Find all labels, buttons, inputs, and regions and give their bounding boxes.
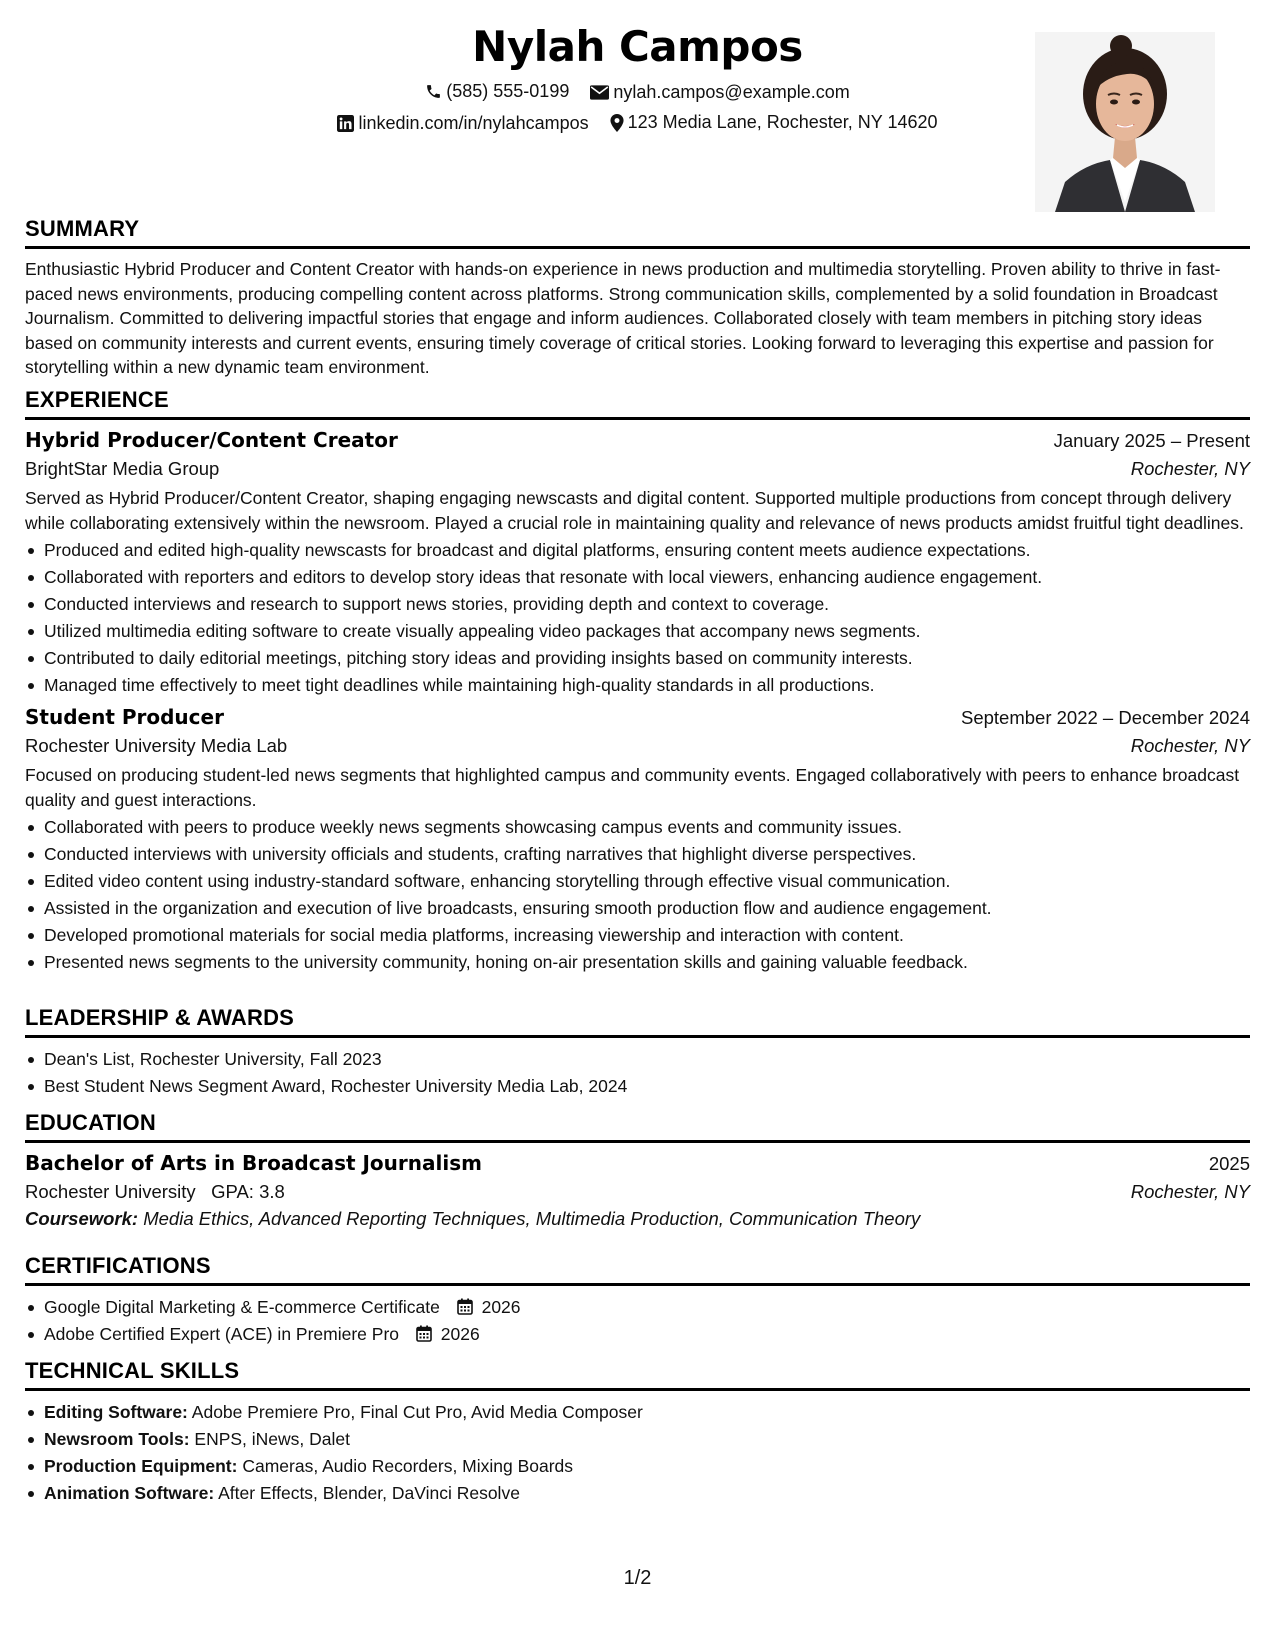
job-company: Rochester University Media Lab (25, 735, 288, 756)
list-item: Best Student News Segment Award, Rochester University Media Lab, 2024 (25, 1073, 1250, 1100)
skill-label: Production Equipment: (44, 1456, 238, 1476)
job-description: Served as Hybrid Producer/Content Creator, shaping engaging newscasts and digital content. Supported multiple productions from concept through delivery while collaborating extensively within the newsroom. Played a crucial role in maintaining quality and relevance of news products amidst fruitful tight deadlines. (25, 488, 1244, 533)
cert-year: 2026 (481, 1297, 521, 1317)
list-item: Developed promotional materials for social media platforms, increasing viewership and interaction with content. (25, 922, 1250, 949)
contact-email[interactable] (590, 82, 849, 103)
list-item: Conducted interviews with university officials and students, crafting narratives that highlight diverse perspectives. (25, 841, 1250, 868)
skills-list (25, 1399, 1250, 1507)
list-item: Produced and edited high-quality newscasts for broadcast and digital platforms, ensuring content meets audience expectations. (25, 537, 1250, 564)
list-item (25, 1480, 1250, 1507)
skill-value: Adobe Premiere Pro, Final Cut Pro, Avid Media Composer (191, 1402, 643, 1422)
job-dates: January 2025 – Present (1053, 430, 1250, 451)
list-item: Assisted in the organization and execution of live broadcasts, ensuring smooth production flow and audience engagement. (25, 895, 1250, 922)
cert-name: Adobe Certified Expert (ACE) in Premiere Pro (44, 1324, 399, 1344)
list-item: Utilized multimedia editing software to create visually appealing video packages that accompany news segments. (25, 618, 1250, 645)
address-text: 123 Media Lane, Rochester, NY 14620 (627, 112, 938, 132)
list-item: Contributed to daily editorial meetings, pitching story ideas and providing insights based on community interests. (25, 645, 1250, 672)
graduation-year: 2025 (1208, 1153, 1250, 1174)
phone-icon (425, 83, 442, 100)
job-company: BrightStar Media Group (25, 458, 220, 479)
coursework-text: Media Ethics, Advanced Reporting Techniques, Multimedia Production, Communication Theory (143, 1208, 921, 1229)
section-title-skills: TECHNICAL SKILLS (25, 1358, 1250, 1391)
gpa: GPA: 3.8 (211, 1181, 285, 1202)
skill-label: Animation Software: (44, 1483, 215, 1503)
list-item (25, 1294, 1250, 1321)
profile-photo (1035, 32, 1215, 212)
job-dates: September 2022 – December 2024 (961, 707, 1250, 728)
skill-label: Newsroom Tools: (44, 1429, 190, 1449)
skill-value: ENPS, iNews, Dalet (194, 1429, 351, 1449)
contact-phone[interactable] (425, 81, 569, 102)
map-pin-icon (610, 114, 624, 132)
coursework-line (25, 1208, 1250, 1230)
contact-linkedin[interactable] (337, 113, 588, 134)
list-item: Presented news segments to the university community, honing on-air presentation skills and gaining valuable feedback. (25, 949, 1250, 976)
email-text: nylah.campos@example.com (613, 82, 850, 102)
job-entry (25, 428, 1250, 699)
experience-section (25, 387, 1250, 976)
contact-address (610, 112, 938, 133)
list-item (25, 1321, 1250, 1348)
list-item (25, 1453, 1250, 1480)
skill-label: Editing Software: (44, 1402, 188, 1422)
summary-section (25, 216, 1250, 380)
skill-value: Cameras, Audio Recorders, Mixing Boards (242, 1456, 574, 1476)
envelope-icon (590, 85, 609, 100)
skills-section (25, 1358, 1250, 1507)
certifications-section (25, 1253, 1250, 1348)
job-title: Student Producer (25, 705, 224, 729)
awards-list (25, 1046, 1250, 1100)
list-item: Conducted interviews and research to support news stories, providing depth and context to coverage. (25, 591, 1250, 618)
leadership-section (25, 1005, 1250, 1100)
section-title-leadership: LEADERSHIP & AWARDS (25, 1005, 1250, 1038)
school-line (25, 1181, 285, 1203)
section-title-experience: EXPERIENCE (25, 387, 1250, 420)
job-bullets (25, 537, 1250, 699)
linkedin-text: linkedin.com/in/nylahcampos (358, 112, 589, 133)
school-name: Rochester University (25, 1181, 196, 1202)
job-bullets (25, 814, 1250, 976)
coursework-label: Coursework: (25, 1208, 139, 1229)
skill-value: After Effects, Blender, DaVinci Resolve (218, 1483, 520, 1503)
list-item: Collaborated with reporters and editors to develop story ideas that resonate with local viewers, enhancing audience engagement. (25, 564, 1250, 591)
school-location: Rochester, NY (1130, 1181, 1250, 1202)
phone-text: (585) 555-0199 (446, 81, 570, 101)
certifications-list (25, 1294, 1250, 1348)
summary-text: Enthusiastic Hybrid Producer and Content Creator with hands-on experience in news production and multimedia storytelling. Proven ability to thrive in fast-paced news environments, producing compelling content across platforms. Strong communication skills, complemented by a solid foundation in Broadcast Journalism. Committed to delivering impactful stories that engage and inform audiences. Collaborated closely with team members in pitching story ideas based on community interests and current events, ensuring timely coverage of critical stories. Looking forward to leveraging this expertise and passion for storytelling within a new dynamic team environment. (25, 259, 1221, 377)
calendar-icon (416, 1325, 432, 1342)
job-entry (25, 705, 1250, 976)
job-location: Rochester, NY (1130, 735, 1250, 756)
calendar-icon (457, 1298, 473, 1315)
list-item: Dean's List, Rochester University, Fall 2023 (25, 1046, 1250, 1073)
section-title-certifications: CERTIFICATIONS (25, 1253, 1250, 1286)
list-item: Managed time effectively to meet tight deadlines while maintaining high-quality standards in all productions. (25, 672, 1250, 699)
list-item (25, 1426, 1250, 1453)
section-title-education: EDUCATION (25, 1110, 1250, 1143)
education-section (25, 1110, 1250, 1230)
list-item: Edited video content using industry-standard software, enhancing storytelling through effective visual communication. (25, 868, 1250, 895)
job-description: Focused on producing student-led news segments that highlighted campus and community events. Engaged collaboratively with peers to enhance broadcast quality and guest interactions. (25, 765, 1240, 810)
list-item (25, 1399, 1250, 1426)
linkedin-icon (337, 115, 354, 132)
job-title: Hybrid Producer/Content Creator (25, 428, 398, 452)
job-location: Rochester, NY (1130, 458, 1250, 479)
cert-year: 2026 (440, 1324, 480, 1344)
degree-title: Bachelor of Arts in Broadcast Journalism (25, 1151, 482, 1175)
page-number: 1/2 (623, 1567, 652, 1589)
candidate-name: Nylah Campos (472, 22, 803, 71)
cert-name: Google Digital Marketing & E-commerce Certificate (44, 1297, 440, 1317)
list-item: Collaborated with peers to produce weekly news segments showcasing campus events and community issues. (25, 814, 1250, 841)
section-title-summary: SUMMARY (25, 216, 1250, 249)
